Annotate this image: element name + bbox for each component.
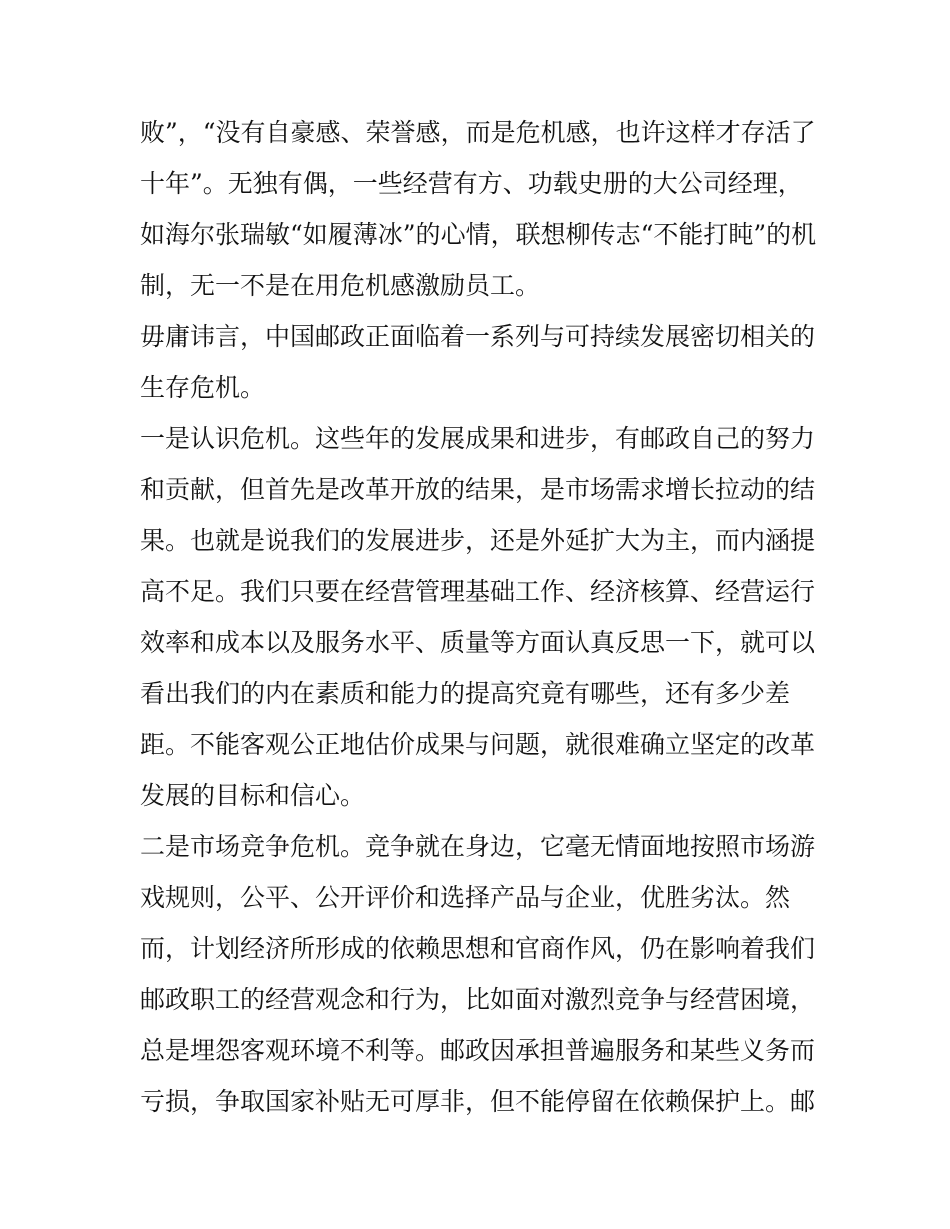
- text-line: 十年”。无独有偶，一些经营有方、功载史册的大公司经理，: [140, 169, 803, 198]
- text-line: 果。也就是说我们的发展进步，还是外延扩大为主，而内涵提: [140, 526, 816, 555]
- text-line: 戏规则，公平、公开评价和选择产品与企业，优胜劣汰。然: [140, 883, 791, 912]
- text-line: 毋庸讳言，中国邮政正面临着一系列与可持续发展密切相关的: [140, 322, 816, 351]
- text-line: 制，无一不是在用危机感激励员工。: [140, 271, 541, 300]
- text-line: 距。不能客观公正地估价成果与问题，就很难确立坚定的改革: [140, 730, 816, 759]
- text-line: 败”，“没有自豪感、荣誉感，而是危机感，也许这样才存活了: [140, 118, 816, 147]
- body-text: [140, 107, 820, 1127]
- text-line: 发展的目标和信心。: [140, 781, 366, 810]
- text-line: 总是埋怨客观环境不利等。邮政因承担普遍服务和某些义务而: [140, 1036, 816, 1065]
- text-line: 二是市场竞争危机。竞争就在身边，它毫无情面地按照市场游: [140, 832, 816, 861]
- text-line: 一是认识危机。这些年的发展成果和进步，有邮政自己的努力: [140, 424, 816, 453]
- text-line: 看出我们的内在素质和能力的提高究竟有哪些，还有多少差: [140, 679, 791, 708]
- text-line: 效率和成本以及服务水平、质量等方面认真反思一下，就可以: [140, 628, 816, 657]
- text-line: 高不足。我们只要在经营管理基础工作、经济核算、经营运行: [140, 577, 816, 606]
- text-line: 和贡献，但首先是改革开放的结果，是市场需求增长拉动的结: [140, 475, 816, 504]
- text-line: 邮政职工的经营观念和行为，比如面对激烈竞争与经营困境，: [140, 985, 816, 1014]
- text-line: 而，计划经济所形成的依赖思想和官商作风，仍在影响着我们: [140, 934, 816, 963]
- text-line: 如海尔张瑞敏“如履薄冰”的心情，联想柳传志“不能打盹”的机: [140, 220, 817, 249]
- text-line: 生存危机。: [140, 373, 266, 402]
- text-line: 亏损，争取国家补贴无可厚非，但不能停留在依赖保护上。邮: [140, 1087, 816, 1116]
